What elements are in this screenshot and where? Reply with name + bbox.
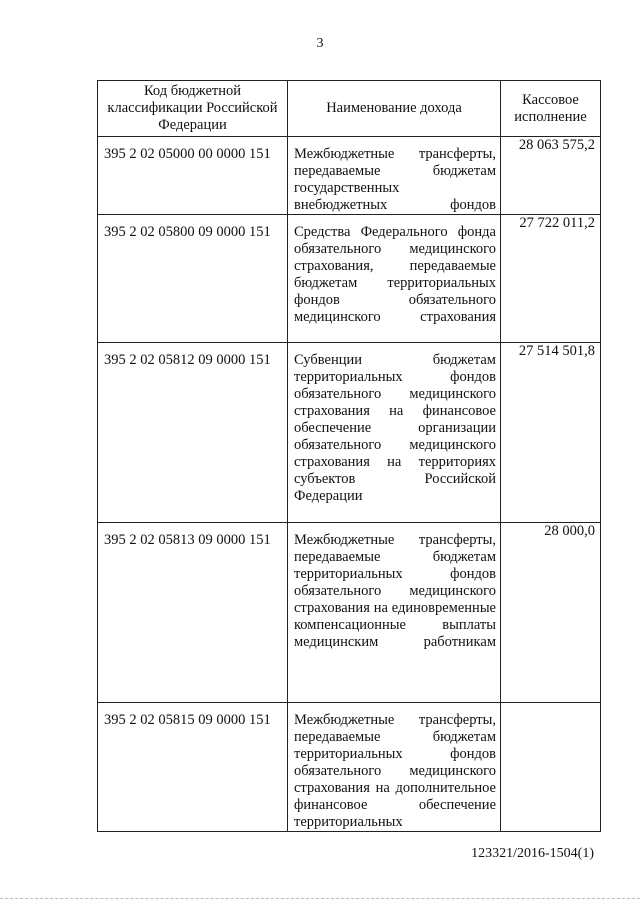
table-row (98, 523, 601, 703)
income-name-cell: Межбюджетные трансферты, передаваемые бюджетам территориальных фондов обязательного медицинского страхования на единовременные компенсационные выплаты медицинским работникам (288, 523, 501, 703)
page-bottom-divider (0, 898, 640, 899)
budget-code-cell: 395 2 02 05815 09 0000 151 (98, 703, 288, 832)
amount-cell: 27 514 501,8 (501, 343, 601, 523)
amount-cell: 28 063 575,2 (501, 137, 601, 215)
income-name-cell: Межбюджетные трансферты, передаваемые бюджетам государственных внебюджетных фондов (288, 137, 501, 215)
income-name-cell: Межбюджетные трансферты, передаваемые бюджетам территориальных фондов обязательного медицинского страхования на дополнительное финансовое обеспечение территориальных (288, 703, 501, 832)
amount-cell: 27 722 011,2 (501, 215, 601, 343)
document-number: 123321/2016-1504(1) (471, 846, 594, 861)
budget-code-cell: 395 2 02 05813 09 0000 151 (98, 523, 288, 703)
budget-code-cell: 395 2 02 05000 00 0000 151 (98, 137, 288, 215)
table-row (98, 703, 601, 832)
table-row (98, 137, 601, 215)
table-header-row (98, 81, 601, 137)
budget-code-cell: 395 2 02 05812 09 0000 151 (98, 343, 288, 523)
table-row (98, 215, 601, 343)
page-number: 3 (316, 36, 324, 51)
header-income-name: Наименование дохода (288, 81, 501, 137)
budget-code-cell: 395 2 02 05800 09 0000 151 (98, 215, 288, 343)
amount-cell (501, 703, 601, 832)
amount-cell: 28 000,0 (501, 523, 601, 703)
header-budget-code: Код бюджетной классификации Российской Федерации (98, 81, 288, 137)
budget-income-table (97, 80, 601, 832)
income-name-cell: Субвенции бюджетам территориальных фондов обязательного медицинского страхования на финансовое обеспечение организации обязательного медицинского страхования на территориях субъектов Российской Федерации (288, 343, 501, 523)
header-cash-execution: Кассовое исполнение (501, 81, 601, 137)
income-name-cell: Средства Федерального фонда обязательного медицинского страхования, передаваемые бюджетам территориальных фондов обязательного медицинского страхования (288, 215, 501, 343)
table-row (98, 343, 601, 523)
